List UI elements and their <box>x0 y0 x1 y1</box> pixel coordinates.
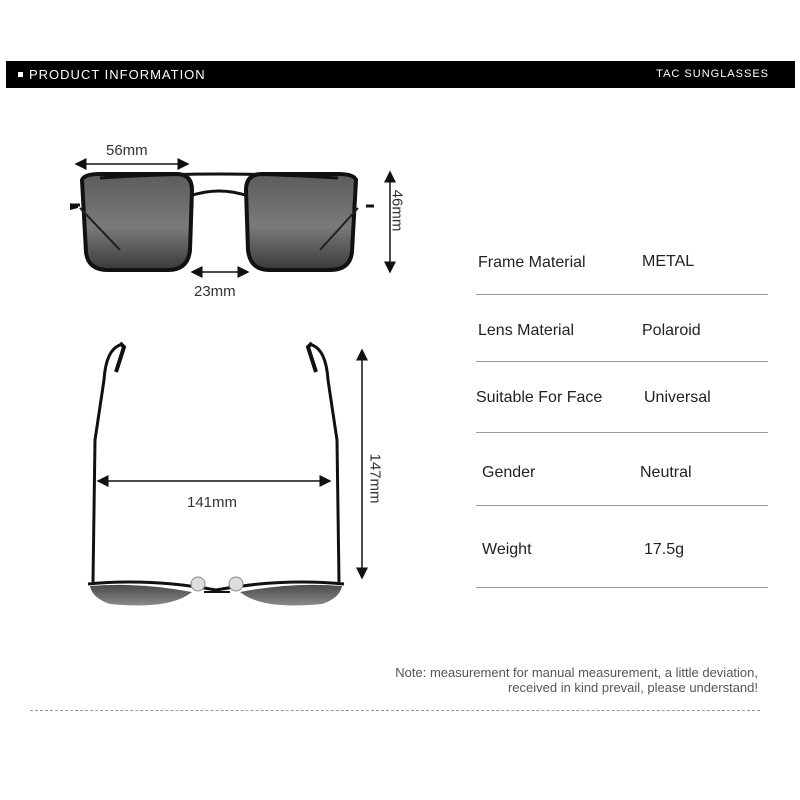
measurement-note <box>258 665 758 695</box>
spec-row-weight <box>476 531 768 597</box>
spec-value: Neutral <box>640 464 692 481</box>
spec-row-lens-material <box>476 312 768 378</box>
header-title: PRODUCT INFORMATION <box>29 67 206 82</box>
front-view-sunglasses <box>70 174 374 270</box>
spec-divider <box>476 432 768 433</box>
bridge-width-label: 23mm <box>194 283 236 300</box>
spec-label: Suitable For Face <box>476 389 603 406</box>
spec-divider <box>476 587 768 588</box>
spec-row-gender <box>476 454 768 520</box>
temple-length-label: 147mm <box>366 453 384 504</box>
spec-divider <box>476 361 768 362</box>
spec-label: Lens Material <box>478 322 575 339</box>
dashed-divider <box>30 710 760 711</box>
spec-row-frame-material <box>476 244 768 310</box>
spec-value: Polaroid <box>642 322 701 339</box>
header-subtitle: TAC SUNGLASSES <box>656 68 769 80</box>
lens-width-label: 56mm <box>106 142 148 159</box>
spec-value: 17.5g <box>644 541 685 558</box>
top-view-sunglasses <box>88 343 344 606</box>
spec-divider <box>476 294 768 295</box>
note-line-2: received in kind prevail, please understand! <box>507 680 758 695</box>
spec-row-suitable-face <box>476 379 768 445</box>
note-line-1: Note: measurement for manual measurement, a little deviation, <box>395 665 758 680</box>
spec-label: Frame Material <box>478 254 586 271</box>
frame-width-label: 141mm <box>187 494 238 511</box>
spec-value: Universal <box>644 389 711 406</box>
spec-label: Gender <box>482 464 536 481</box>
spec-label: Weight <box>482 541 532 558</box>
spec-value: METAL <box>642 253 695 270</box>
spec-divider <box>476 505 768 506</box>
lens-height-label: 46mm <box>388 189 406 232</box>
